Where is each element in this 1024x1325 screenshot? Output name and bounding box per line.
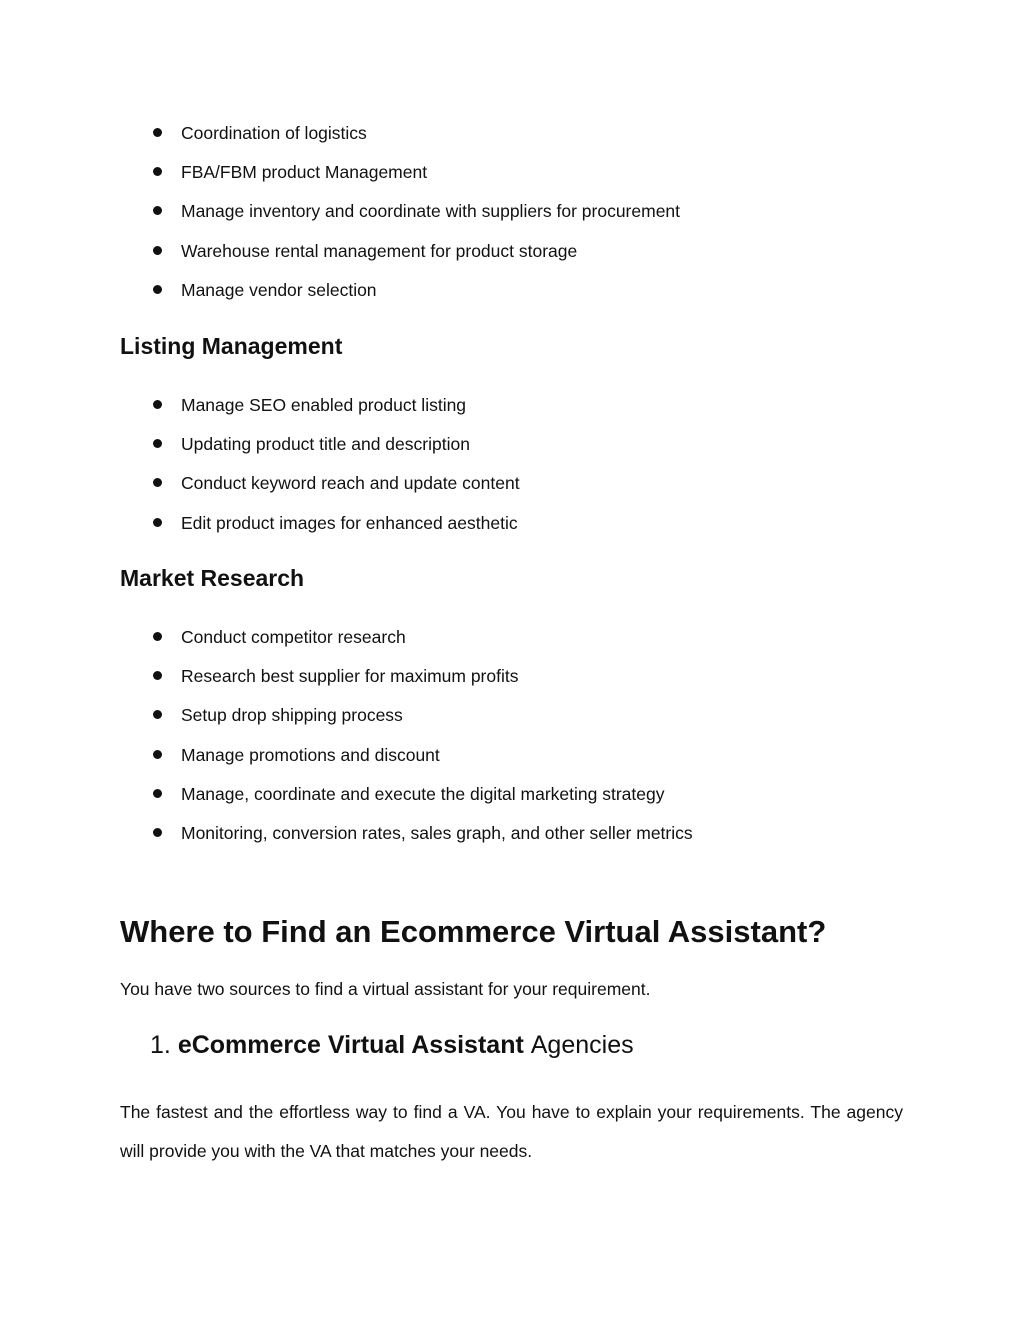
list-item <box>120 278 920 317</box>
listing-management-heading: Listing Management <box>120 333 343 359</box>
list-item-text: Edit product images for enhanced aesthetic <box>181 512 518 533</box>
list-item-text: Monitoring, conversion rates, sales graph, and other seller metrics <box>181 822 693 843</box>
list-item-text: Updating product title and description <box>181 434 470 455</box>
bullet-icon <box>153 632 162 641</box>
list-item <box>120 743 920 782</box>
option-regular-text: Agencies <box>530 1031 634 1059</box>
list-item-text: FBA/FBM product Management <box>181 162 428 183</box>
list-item <box>120 625 920 664</box>
list-item-text: Conduct competitor research <box>181 627 406 647</box>
list-item-text: Manage inventory and coordinate with suppliers for procurement <box>181 201 681 222</box>
market-research-list <box>120 625 920 860</box>
list-item <box>120 199 920 238</box>
list-item-text: Manage, coordinate and execute the digital marketing strategy <box>181 783 665 804</box>
bullet-icon <box>153 439 162 448</box>
list-item-text: Setup drop shipping process <box>181 705 403 726</box>
list-item-text: Manage SEO enabled product listing <box>181 395 467 415</box>
logistics-list <box>120 121 920 317</box>
option-1-paragraph: The fastest and the effortless way to find a VA. You have to explain your requirements. The agency will provide you with the VA that matches your needs. <box>120 1102 903 1161</box>
list-item <box>120 121 920 160</box>
bullet-icon <box>153 246 162 255</box>
list-item <box>120 703 920 742</box>
where-to-find-heading: Where to Find an Ecommerce Virtual Assistant? <box>120 914 827 949</box>
list-item-text: Manage promotions and discount <box>181 744 440 765</box>
bullet-icon <box>153 206 162 215</box>
list-item <box>120 511 920 550</box>
list-item <box>120 471 920 510</box>
bullet-icon <box>153 828 162 837</box>
bullet-icon <box>153 710 162 719</box>
list-item-text: Warehouse rental management for product storage <box>181 240 578 261</box>
list-item <box>120 432 920 471</box>
list-item-text: Manage vendor selection <box>181 279 377 300</box>
list-item-text: Conduct keyword reach and update content <box>181 473 520 494</box>
bullet-icon <box>153 478 162 487</box>
list-item-text: Research best supplier for maximum profits <box>181 666 519 687</box>
bullet-icon <box>153 750 162 759</box>
bullet-icon <box>153 400 162 409</box>
intro-text: You have two sources to find a virtual assistant for your requirement. <box>120 979 651 999</box>
option-bold-text: eCommerce Virtual Assistant <box>177 1031 524 1059</box>
bullet-icon <box>153 671 162 680</box>
bullet-icon <box>153 128 162 137</box>
list-item <box>120 393 920 432</box>
bullet-icon <box>153 518 162 527</box>
list-item <box>120 664 920 703</box>
list-item <box>120 239 920 278</box>
option-1-heading <box>150 1028 634 1062</box>
list-item <box>120 821 920 860</box>
listing-management-list <box>120 393 920 550</box>
bullet-icon <box>153 789 162 798</box>
list-item <box>120 160 920 199</box>
bullet-icon <box>153 285 162 294</box>
bullet-icon <box>153 167 162 176</box>
list-item <box>120 782 920 821</box>
option-number: 1. <box>150 1031 171 1059</box>
market-research-heading: Market Research <box>120 565 305 591</box>
list-item-text: Coordination of logistics <box>181 123 367 143</box>
